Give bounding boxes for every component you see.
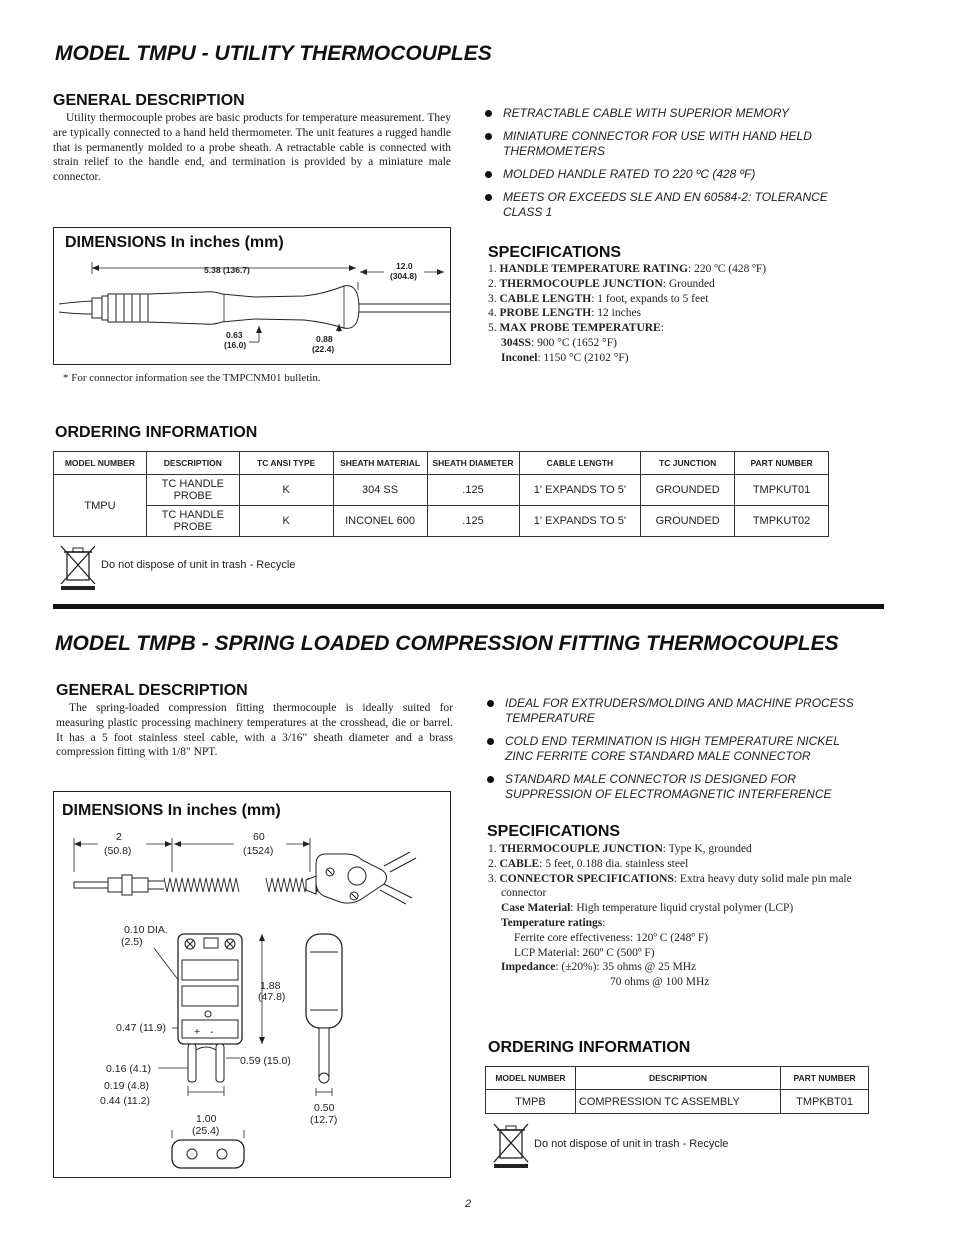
recycle-bin-icon [58,544,98,590]
tmpu-specs-heading: SPECIFICATIONS [488,244,622,261]
tmpb-specs-heading: SPECIFICATIONS [487,823,621,840]
dimensions-title: DIMENSIONS In inches (mm) [65,234,284,251]
spec-item: 1. HANDLE TEMPERATURE RATING: 220 ºC (428 ºF) [488,263,767,275]
tmpb-general-description [56,701,453,760]
table-cell: .125 [427,475,519,506]
spec-subitem: 70 ohms @ 100 MHz [610,976,710,989]
column-header: DESCRIPTION [575,1067,780,1090]
table-cell: 1' EXPANDS TO 5' [519,475,641,506]
dim-label: 0.63 [226,330,243,340]
tmpu-ordering-table [53,451,829,537]
table-header-row [486,1067,869,1090]
dim-label: 2 [116,831,122,843]
spec-item: 5. MAX PROBE TEMPERATURE: [488,322,664,335]
tmpb-connector-drawing [54,792,450,1177]
column-header: MODEL NUMBER [486,1067,576,1090]
dim-label: 0.19 (4.8) [104,1080,149,1092]
polarity-label: - [210,1026,214,1038]
column-header: TC ANSI TYPE [239,452,333,475]
tmpu-probe-drawing [54,228,450,364]
dim-label: (22.4) [312,344,335,354]
dim-label: 5.38 (136.7) [204,265,250,275]
feature-item: IDEAL FOR EXTRUDERS/MOLDING AND MACHINE PROCESS TEMPERATURE [487,696,865,726]
table-cell: TMPKBT01 [781,1090,869,1114]
dim-label: (50.8) [104,845,132,857]
dim-label: 1.00 [196,1113,217,1125]
tmpb-specifications [488,842,852,990]
table-cell: TMPKUT02 [735,506,829,537]
dim-label: 0.50 [314,1102,335,1114]
section-divider [53,604,884,609]
table-cell: .125 [427,506,519,537]
column-header: CABLE LENGTH [519,452,641,475]
feature-item: STANDARD MALE CONNECTOR IS DESIGNED FOR SUPPRESSION OF ELECTROMAGNETIC INTERFERENCE [487,772,865,802]
dim-label: (12.7) [310,1114,338,1126]
feature-item: RETRACTABLE CABLE WITH SUPERIOR MEMORY [485,106,845,121]
tmpu-ordering-heading: ORDERING INFORMATION [55,424,258,441]
spec-subitem: Case Material: High temperature liquid crystal polymer (LCP) [501,902,794,915]
tmpb-ordering-heading: ORDERING INFORMATION [488,1039,691,1056]
recycle-note: Do not dispose of unit in trash - Recycle [534,1138,729,1150]
dim-label: 0.16 (4.1) [106,1063,151,1075]
tmpb-general-heading: GENERAL DESCRIPTION [56,682,248,699]
table-cell: TMPB [486,1090,576,1114]
page-number: 2 [465,1198,472,1210]
table-row [54,506,829,537]
table-cell: 304 SS [333,475,427,506]
column-header: PART NUMBER [735,452,829,475]
feature-item: MEETS OR EXCEEDS SLE AND EN 60584-2: TOLERANCE CLASS 1 [485,190,845,220]
column-header: SHEATH DIAMETER [427,452,519,475]
spec-continuation: connector [501,887,547,900]
spec-subitem: Inconel: 1150 °C (2102 °F) [501,351,629,364]
tmpb-general-text: The spring-loaded compression fitting thermocouple is ideally suited for measuring plastic processing machinery temperatures at the crosshead, die or barrel. It has a 5 foot stainless steel cable, with a 3/16" sheath diameter and a brass compression fitting with 1/8" NPT. [56,702,453,759]
dim-label: (304.8) [390,271,417,281]
tmpu-general-heading: GENERAL DESCRIPTION [53,92,245,109]
column-header: TC JUNCTION [641,452,735,475]
table-cell: K [239,506,333,537]
table-cell: COMPRESSION TC ASSEMBLY [575,1090,780,1114]
table-header-row [54,452,829,475]
table-cell: TC HANDLE PROBE [146,506,239,537]
model-cell: TMPU [54,475,147,537]
dim-label: 0.10 DIA. [124,924,168,936]
tmpu-title: MODEL TMPU - UTILITY THERMOCOUPLES [55,42,492,65]
feature-item: MOLDED HANDLE RATED TO 220 ºC (428 ºF) [485,167,845,182]
recycle-bin-icon [491,1122,531,1168]
table-cell: 1' EXPANDS TO 5' [519,506,641,537]
spec-subitem: 304SS: 900 °C (1652 °F) [501,336,617,349]
table-cell: GROUNDED [641,475,735,506]
tmpu-dimensions-box [53,227,451,365]
spec-subitem: LCP Material: 260º C (500º F) [514,946,655,959]
dim-label: 0.59 (15.0) [240,1055,291,1067]
dim-label: (16.0) [224,340,247,350]
column-header: SHEATH MATERIAL [333,452,427,475]
dimensions-title: DIMENSIONS In inches (mm) [62,802,281,819]
dim-label: 60 [253,831,265,843]
table-cell: K [239,475,333,506]
column-header: MODEL NUMBER [54,452,147,475]
polarity-label: + [194,1026,201,1038]
table-row [54,475,829,506]
tmpb-feature-list [487,696,865,802]
tmpu-general-description [53,111,451,185]
table-row [486,1090,869,1114]
tmpb-dimensions-box [53,791,451,1178]
spec-subitem: Temperature ratings: [501,916,606,929]
dim-label: 0.88 [316,334,333,344]
feature-item: COLD END TERMINATION IS HIGH TEMPERATURE NICKEL ZINC FERRITE CORE STANDARD MALE CONNECTOR [487,734,865,764]
dim-label: (2.5) [121,936,143,948]
dim-label: (25.4) [192,1125,220,1137]
dim-label: 0.44 (11.2) [100,1095,151,1107]
tmpb-title: MODEL TMPB - SPRING LOADED COMPRESSION FITTING THERMOCOUPLES [55,632,839,655]
tmpu-general-text: Utility thermocouple probes are basic products for temperature measurement. They are typically connected to a hand held thermometer. The unit features a rugged handle that is permanently molded to a probe sheath. A retractable cable is connected with strain relief to the handle end, and termination is provided by a miniature male connector. [53,112,451,184]
recycle-note: Do not dispose of unit in trash - Recycle [101,559,296,571]
dim-label: 1.88 [260,980,281,992]
spec-item: 3. CONNECTOR SPECIFICATIONS: Extra heavy duty solid male pin male [488,872,852,885]
table-cell: TMPKUT01 [735,475,829,506]
spec-subitem: Impedance: (±20%): 35 ohms @ 25 MHz [501,961,697,974]
dim-label: 12.0 [396,261,413,271]
column-header: PART NUMBER [781,1067,869,1090]
dim-label: (47.8) [258,991,286,1003]
table-cell: INCONEL 600 [333,506,427,537]
tmpu-specifications [488,262,766,366]
dim-label: 0.47 (11.9) [116,1022,167,1034]
tmpb-ordering-table [485,1066,869,1114]
spec-item: 2. THERMOCOUPLE JUNCTION: Grounded [488,277,715,290]
spec-item: 3. CABLE LENGTH: 1 foot, expands to 5 feet [488,292,709,305]
tmpu-feature-list [485,106,845,220]
column-header: DESCRIPTION [146,452,239,475]
feature-item: MINIATURE CONNECTOR FOR USE WITH HAND HELD THERMOMETERS [485,129,845,159]
dim-label: (1524) [243,845,274,857]
spec-item: 2. CABLE: 5 feet, 0.188 dia. stainless steel [488,857,689,870]
table-cell: TC HANDLE PROBE [146,475,239,506]
table-cell: GROUNDED [641,506,735,537]
spec-subitem: Ferrite core effectiveness: 120º C (248º F) [514,931,709,944]
spec-item: 1. THERMOCOUPLE JUNCTION: Type K, grounded [488,843,752,855]
connector-note: * For connector information see the TMPCNM01 bulletin. [63,372,321,384]
spec-item: 4. PROBE LENGTH: 12 inches [488,307,642,320]
